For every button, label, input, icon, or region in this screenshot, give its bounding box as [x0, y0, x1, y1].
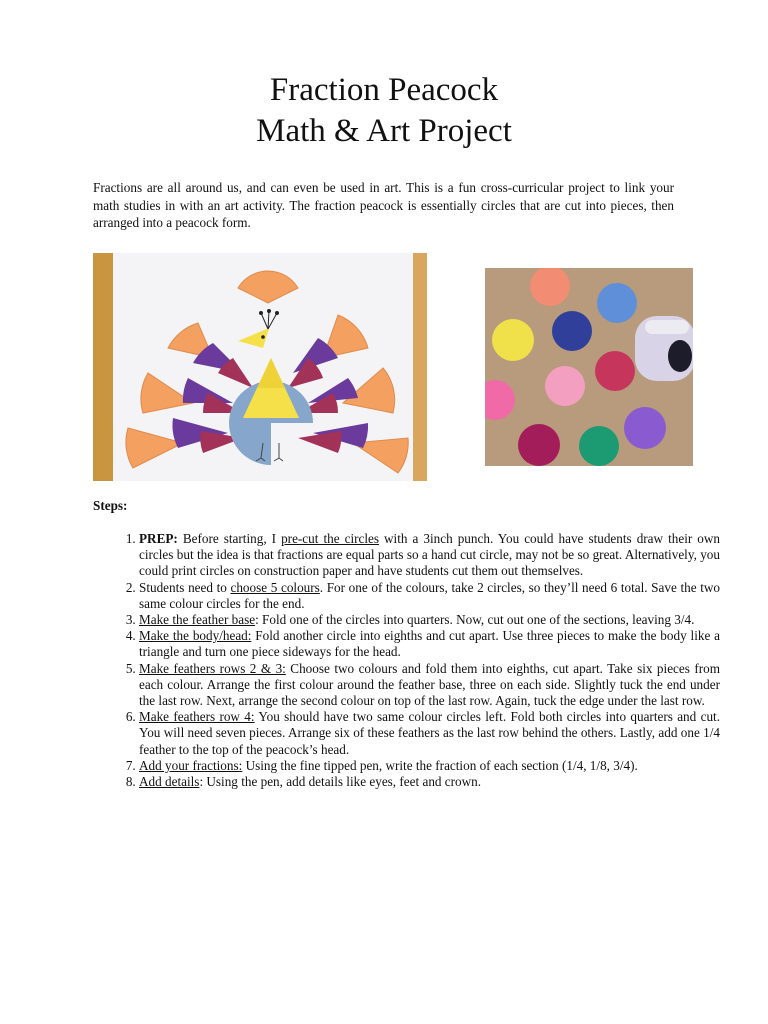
steps-list: [93, 531, 720, 790]
list-item: 5. Make feathers rows 2 & 3: Choose two colours and fold them into eighths, cut apart. Take six pieces from each colour. Arrange the first colour around the feather base, three on each side. Slightly tuck the end under the last row. Next, arrange the second colour on top of the last row. Again, tuck the edge under the last row.: [139, 661, 720, 710]
list-item: 2. Students need to choose 5 colours. For one of the colours, take 2 circles, so they’ll need 6 total. Save the two same colour circles for the end.: [139, 580, 720, 612]
peacock-craft-photo: [93, 253, 427, 481]
punched-circles-photo: [485, 268, 693, 466]
list-item: 4. Make the body/head: Fold another circle into eighths and cut apart. Use three pieces to make the body like a triangle and turn one piece sideways for the head.: [139, 628, 720, 660]
list-item: 3. Make the feather base: Fold one of the circles into quarters. Now, cut out one of the sections, leaving 3/4.: [139, 612, 720, 628]
list-item: 1. PREP: Before starting, I pre-cut the circles with a 3inch punch. You could have students draw their own circles but the idea is that fractions are equal parts so a hand cut circle, may not be so great. Alternatively, you could print circles on construction paper and have students cut them out themselves.: [139, 531, 720, 580]
steps-heading: Steps:: [93, 498, 128, 513]
list-item: 6. Make feathers row 4: You should have two same colour circles left. Fold both circles into quarters and cut. You will need seven pieces. Arrange six of these feathers as the last row behind the others. Lastly, add one 1/4 feather to the top of the peacock’s head.: [139, 709, 720, 758]
circles-illustration: [485, 268, 693, 466]
title-line-1: Fraction Peacock: [269, 72, 499, 108]
page-title: [0, 70, 768, 152]
list-item: 7. Add your fractions: Using the fine tipped pen, write the fraction of each section (1/4, 1/8, 3/4).: [139, 758, 720, 774]
peacock-illustration: [93, 253, 427, 481]
intro-paragraph: Fractions are all around us, and can even be used in art. This is a fun cross-curricular project to link your math studies in with an art activity. The fraction peacock is essentially circles that are cut into pieces, then arranged into a peacock form.: [93, 180, 674, 231]
list-item: 8. Add details: Using the pen, add details like eyes, feet and crown.: [139, 774, 720, 790]
title-line-2: Math & Art Project: [256, 113, 512, 149]
